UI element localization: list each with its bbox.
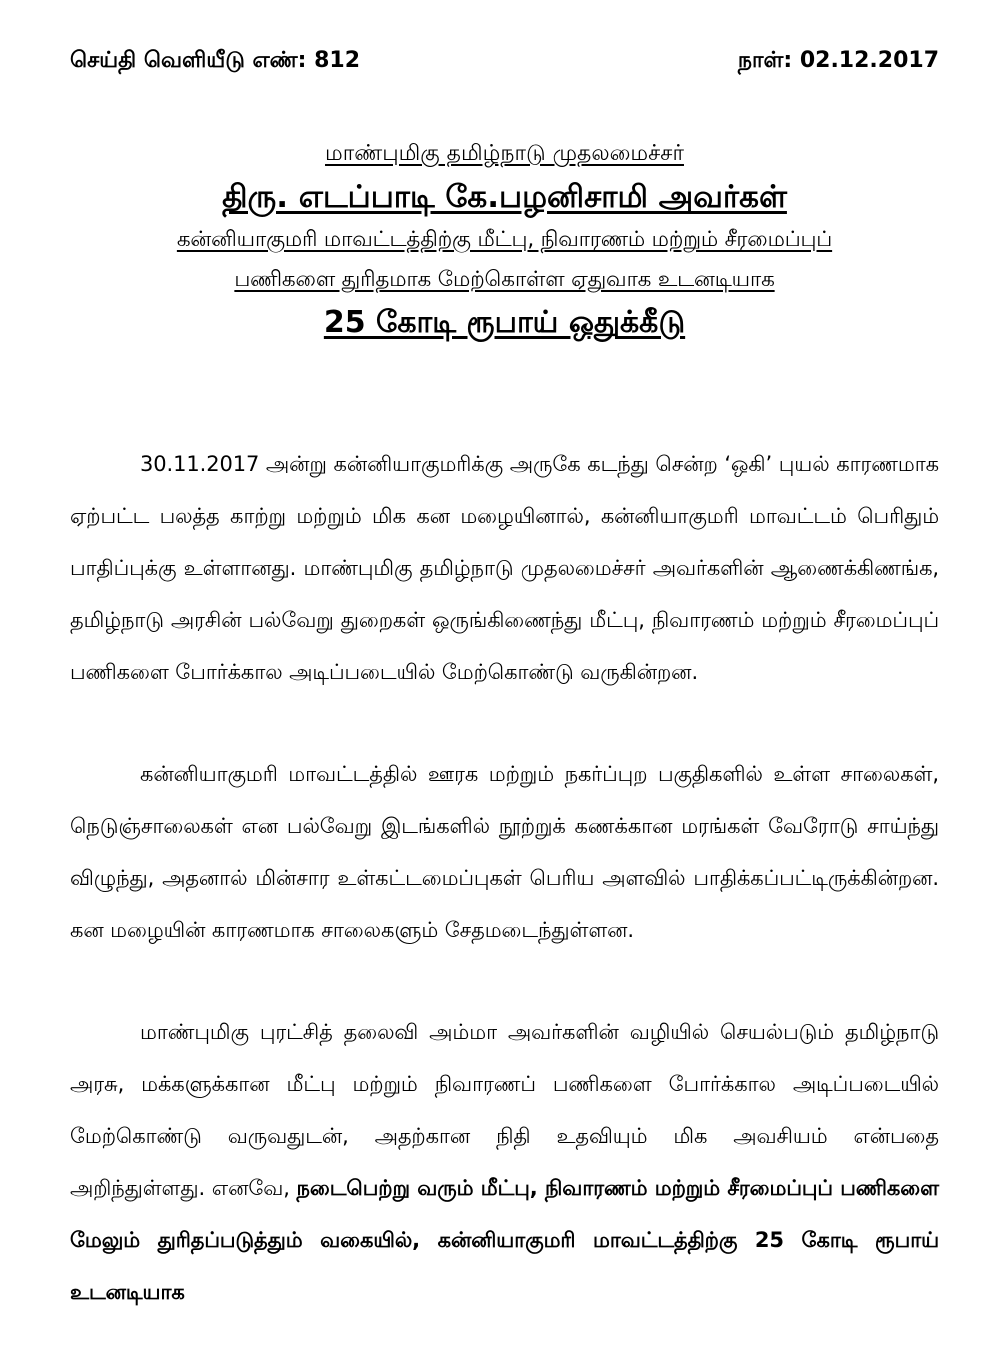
title-block [70,134,939,346]
allocation-amount-heading: 25 கோடி ரூபாய் ஒதுக்கீடு [323,305,686,340]
chief-minister-title: மாண்புமிகு தமிழ்நாடு முதலமைச்சர் [325,141,684,166]
headline-line-2: பணிகளை துரிதமாக மேற்கொள்ள ஏதுவாக உடனடியாக [234,267,775,292]
paragraph-3-plain: மாண்புமிகு புரட்சித் தலைவி அம்மா அவர்களின் வழியில் செயல்படும் தமிழ்நாடு அரசு, மக்களுக்கான மீட்பு மற்றும் நிவாரணப் பணிகளை போர்க்கால அடிப்படையில் மேற்கொண்டு வருவதுடன், அதற்கான நிதி உதவியும் மிக அவசியம் என்பதை அறிந்துள்ளது. எனவே, [70,1020,939,1200]
release-body [70,438,939,1318]
chief-minister-name: திரு. எடப்பாடி கே.பழனிசாமி அவர்கள் [222,179,787,215]
release-header [70,46,939,76]
headline-line-1: கன்னியாகுமரி மாவட்டத்திற்கு மீட்பு, நிவாரணம் மற்றும் சீரமைப்புப் [176,227,833,252]
paragraph-2: கன்னியாகுமரி மாவட்டத்தில் ஊரக மற்றும் நகர்ப்புற பகுதிகளில் உள்ள சாலைகள், நெடுஞ்சாலைகள் என பல்வேறு இடங்களில் நூற்றுக் கணக்கான மரங்கள் வேரோடு சாய்ந்து விழுந்து, அதனால் மின்சார உள்கட்டமைப்புகள் பெரிய அளவில் பாதிக்கப்பட்டிருக்கின்றன. கன மழையின் காரணமாக சாலைகளும் சேதமடைந்துள்ளன. [70,762,939,942]
release-date: நாள்: 02.12.2017 [737,48,939,73]
paragraph-3-bold: நடைபெற்று வரும் மீட்பு, நிவாரணம் மற்றும் சீரமைப்புப் பணிகளை மேலும் துரிதப்படுத்தும் வகையில், கன்னியாகுமரி மாவட்டத்திற்கு 25 கோடி ரூபாய் உடனடியாக [70,1176,939,1304]
paragraph-3 [70,1006,939,1318]
paragraph-1: 30.11.2017 அன்று கன்னியாகுமரிக்கு அருகே கடந்து சென்ற ‘ஒகி’ புயல் காரணமாக ஏற்பட்ட பலத்த காற்று மற்றும் மிக கன மழையினால், கன்னியாகுமரி மாவட்டம் பெரிதும் பாதிப்புக்கு உள்ளானது. மாண்புமிகு தமிழ்நாடு முதலமைச்சர் அவர்களின் ஆணைக்கிணங்க, தமிழ்நாடு அரசின் பல்வேறு துறைகள் ஒருங்கிணைந்து மீட்பு, நிவாரணம் மற்றும் சீரமைப்புப் பணிகளை போர்க்கால அடிப்படையில் மேற்கொண்டு வருகின்றன. [70,452,939,684]
release-number: செய்தி வெளியீடு எண்: 812 [70,48,361,73]
